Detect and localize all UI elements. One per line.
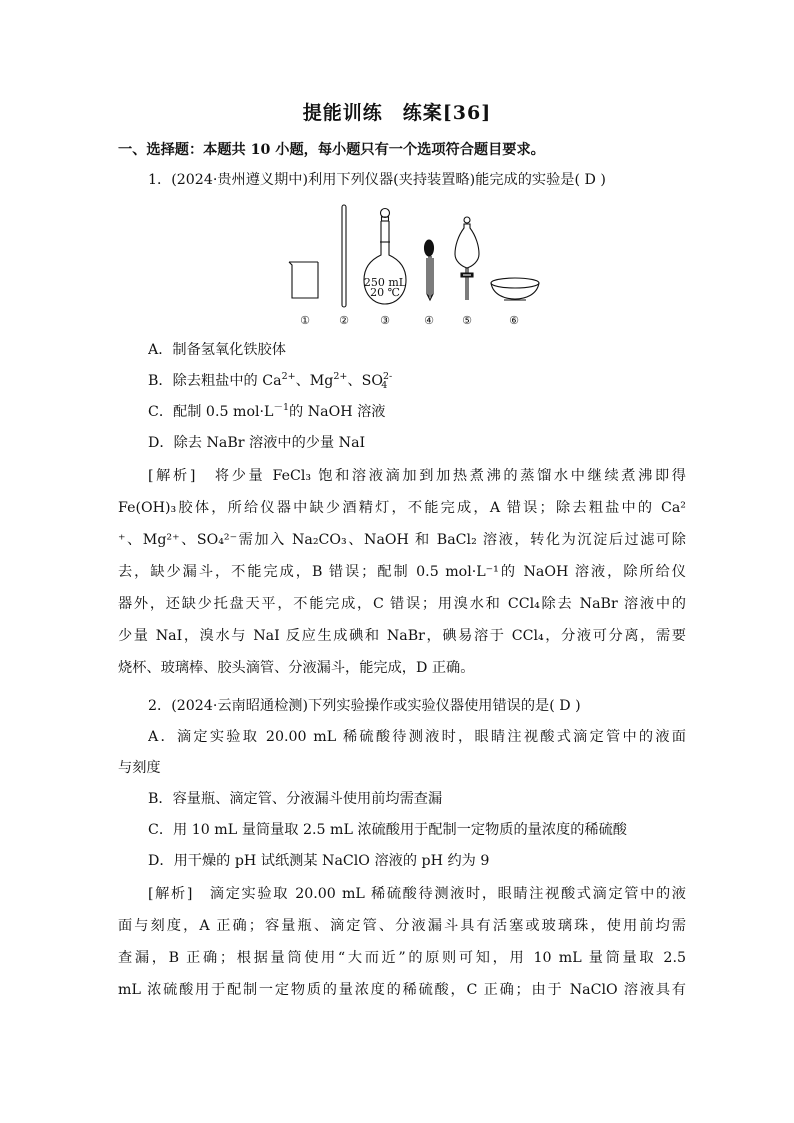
q2-option-c: C．用 10 mL 量筒量取 2.5 mL 浓硫酸用于配制一定物质的量浓度的稀硫酸 — [148, 822, 627, 838]
q1-option-b: B．除去粗盐中的 $Ca^{2+}$、$Mg^{2+}$、$SO^{2-}_4$ — [148, 371, 393, 391]
q1-analysis-line-2: Fe(OH)₃胶体，所给仪器中缺少酒精灯，不能完成，A 错误；除去粗盐中的 Ca² — [118, 500, 686, 516]
q1-option-a: A．制备氢氧化铁胶体 — [148, 342, 286, 358]
apparatus-figure — [280, 200, 550, 330]
section-heading: 一、选择题：本题共 10 小题，每小题只有一个选项符合题目要求。 — [118, 142, 545, 158]
q1-analysis-line-5: 器外，还缺少托盘天平，不能完成，C 错误；用溴水和 CCl₄除去 NaBr 溶液中的 — [118, 596, 686, 612]
q1-stem: 1．(2024·贵州遵义期中)利用下列仪器(夹持装置略)能完成的实验是( D ) — [148, 172, 606, 188]
glass-rod-icon — [342, 205, 346, 307]
volumetric-flask-icon — [364, 209, 407, 305]
dropper-icon — [425, 240, 434, 300]
q2-option-a-line-2: 与刻度 — [118, 760, 161, 776]
q2-analysis-line-3: 查漏，B 正确；根据量筒使用“大而近”的原则可知，用 10 mL 量筒量取 2.5 — [118, 950, 686, 966]
q2-stem: 2．(2024·云南昭通检测)下列实验操作或实验仪器使用错误的是( D ) — [148, 698, 581, 714]
q1-option-d: D．除去 NaBr 溶液中的少量 NaI — [148, 435, 366, 451]
beaker-icon — [289, 262, 318, 298]
q1-analysis-line-7: 烧杯、玻璃棒、胶头滴管、分液漏斗，能完成，D 正确。 — [118, 660, 475, 676]
q2-analysis-line-1: [解析] 滴定实验取 20.00 mL 稀硫酸待测液时，眼睛注视酸式滴定管中的液 — [148, 886, 686, 902]
evaporating-dish-icon — [491, 278, 539, 300]
q1-analysis-line-3: ⁺、Mg²⁺、SO₄²⁻需加入 Na₂CO₃、NaOH 和 BaCl₂ 溶液，转化为沉淀后过滤可除 — [118, 532, 686, 548]
separatory-funnel-icon — [455, 217, 479, 300]
q1-analysis-line-6: 少量 NaI，溴水与 NaI 反应生成碘和 NaBr，碘易溶于 CCl₄，分液可分离，需要 — [118, 628, 686, 644]
apparatus-label-3: ③ — [380, 314, 390, 327]
q2-option-a-line-1: A．滴定实验取 20.00 mL 稀硫酸待测液时，眼睛注视酸式滴定管中的液面 — [148, 729, 686, 745]
flask-label-temp: 20 ℃ — [370, 286, 400, 299]
analysis-tag: [解析] — [148, 886, 193, 902]
apparatus-label-5: ⑤ — [462, 314, 472, 327]
q1-analysis-line-1: [解析] 将少量 FeCl₃ 饱和溶液滴加到加热煮沸的蒸馏水中继续煮沸即得 — [148, 468, 686, 484]
apparatus-label-6: ⑥ — [509, 314, 519, 327]
apparatus-label-1: ① — [300, 314, 310, 327]
apparatus-label-2: ② — [339, 314, 349, 327]
q2-analysis-line-4: mL 浓硫酸用于配制一定物质的量浓度的稀硫酸，C 正确；由于 NaClO 溶液具有 — [118, 982, 686, 998]
analysis-tag: [解析] — [148, 468, 196, 484]
q1-option-c: C．配制 0.5 $mol\cdot L^{-1}$的 NaOH 溶液 — [148, 402, 386, 420]
q2-option-d: D．用干燥的 pH 试纸测某 NaClO 溶液的 pH 约为 9 — [148, 853, 490, 869]
flask-label-volume: 250 mL — [363, 276, 407, 289]
q1-analysis-line-4: 去，缺少漏斗，不能完成，B 错误；配制 0.5 mol·L⁻¹的 NaOH 溶液，除所给仪 — [118, 564, 686, 580]
q2-analysis-line-2: 面与刻度，A 正确；容量瓶、滴定管、分液漏斗具有活塞或玻璃珠，使用前均需 — [118, 918, 686, 934]
q2-option-b: B．容量瓶、滴定管、分液漏斗使用前均需查漏 — [148, 791, 443, 807]
apparatus-label-4: ④ — [424, 314, 434, 327]
page-title: 提能训练 练案[36] — [302, 102, 492, 124]
